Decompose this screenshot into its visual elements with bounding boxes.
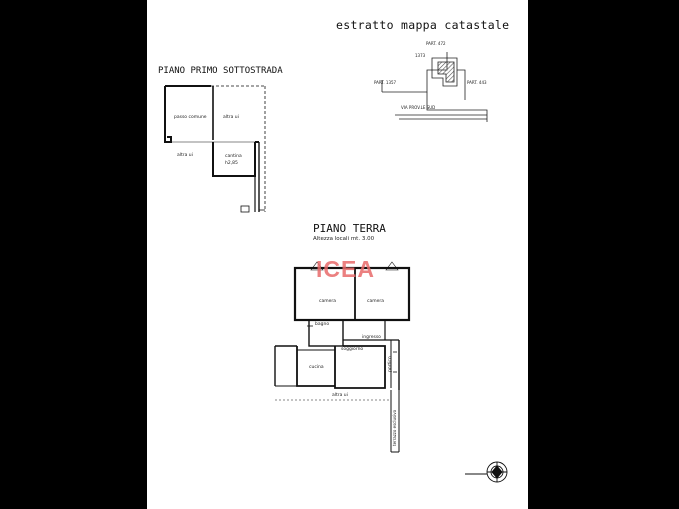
room-label: camera (367, 299, 384, 304)
room-label: cucina (309, 365, 324, 370)
ground-floor-title: PIANO TERRA (313, 222, 386, 235)
cadastral-map (382, 52, 487, 122)
room-label: soggiorno (341, 347, 364, 352)
room-label: altra ui (177, 153, 193, 158)
room-label: altra ui (223, 115, 239, 120)
parcel-label: PART. 1357 (374, 80, 397, 85)
room-label: cantina (225, 154, 242, 159)
room-label: altra ui (332, 393, 348, 398)
ground-floor-subtitle: Altezza locali mt. 3.00 (313, 236, 375, 242)
room-label: bagno (315, 322, 330, 327)
north-arrow-icon (465, 462, 507, 482)
basement-title: PIANO PRIMO SOTTOSTRADA (158, 66, 283, 76)
room-label: ingresso (362, 335, 381, 340)
parcel-label: 1373 (415, 53, 426, 58)
parcel-hatched (438, 62, 454, 82)
parcel-label: PART. 443 (467, 80, 487, 85)
basement-plan (165, 86, 265, 212)
street-label: VIA PROV.LE SUD (401, 105, 436, 110)
room-label: camera (319, 299, 336, 304)
room-label: passo comune (174, 115, 207, 120)
floor-plan-sheet (147, 0, 528, 509)
map-header-title: estratto mappa catastale (336, 18, 510, 32)
room-label: terrazzo esclusivo (392, 409, 397, 446)
floor-plan-drawing (147, 0, 528, 509)
parcel-label: PART. 472 (426, 41, 446, 46)
room-height-label: h2,85 (225, 161, 238, 166)
watermark-logo: ICEA (316, 256, 375, 282)
room-label: portico (388, 356, 393, 372)
